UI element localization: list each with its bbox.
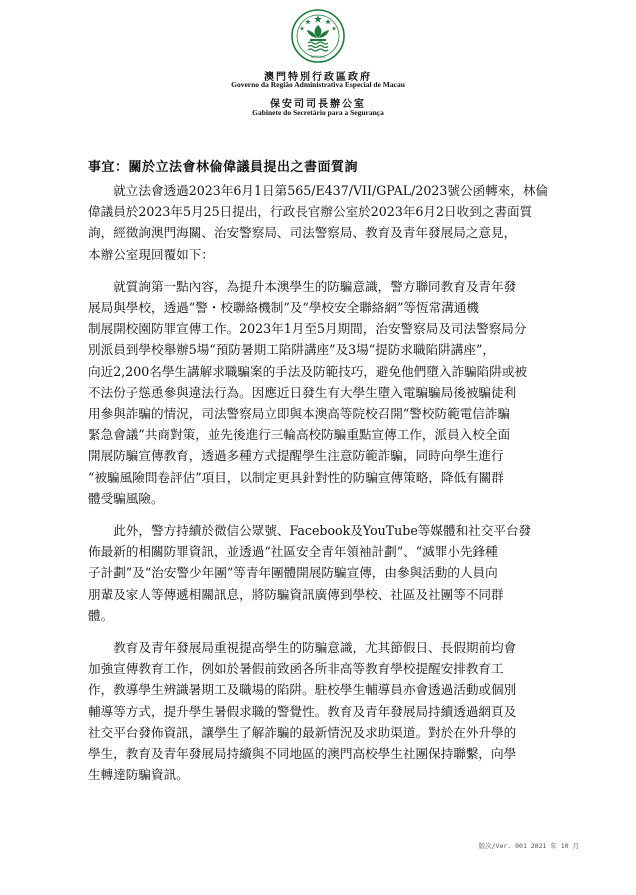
paragraph-line: “被騙風險問卷評估”項目，以制定更具針對性的防騙宣傳策略，降低有關群 bbox=[88, 469, 504, 485]
paragraph-line: 作，教導學生辨識暑期工及職場的陷阱。駐校學生輔導員亦會透過活動或個別 bbox=[88, 682, 517, 698]
paragraph-line: 學生，教育及青年發展局持續與不同地區的澳門高校學生社團保持聯繫，向學 bbox=[88, 746, 517, 762]
paragraph-line: 加強宣傳教育工作，例如於暑假前致函各所非高等教育學校提醒安排教育工 bbox=[88, 661, 504, 677]
government-name-zh: 澳門特別行政區政府 bbox=[264, 72, 372, 83]
svg-text:MACAU: MACAU bbox=[310, 54, 326, 59]
paragraph-line: 本辦公室現回覆如下： bbox=[88, 246, 214, 262]
body-paragraph bbox=[88, 637, 568, 785]
paragraph-line: 不法份子慫恿參與違法行為。因應近日發生有大學生墮入電騙騙局後被騙徒利 bbox=[88, 384, 517, 400]
government-name-pt: Governo da Região Administrativa Especial de Macau bbox=[231, 80, 405, 89]
paragraph-line: 體。 bbox=[88, 607, 114, 623]
paragraph-line: 開展防騙宣傳教育，透過多種方式提醒學生注意防範詐騙，同時向學生進行 bbox=[88, 448, 504, 464]
paragraph-line: 此外，警方持續於微信公眾號、Facebook及YouTube等媒體和社交平台發 bbox=[113, 523, 532, 539]
paragraph-line: 制展開校園防罪宣傳工作。2023年1月至5月期間，治安警察局及司法警察局分 bbox=[88, 321, 527, 337]
office-name-pt: Gabinete do Secretário para a Segurança bbox=[252, 108, 384, 117]
paragraph-line: 生轉達防騙資訊。 bbox=[88, 767, 189, 783]
paragraph-line: 別派員到學校舉辦5場“預防暑期工陷阱講座”及3場“提防求職陷阱講座”， bbox=[88, 342, 495, 358]
paragraph-line: 展局與學校，透過“警・校聯絡機制”及“學校安全聯絡網”等恆常溝通機 bbox=[88, 300, 479, 316]
version-footer: 版次/Ver. 001 2021 年 10 月 bbox=[478, 842, 579, 850]
paragraph-line: 體受騙風險。 bbox=[88, 490, 164, 506]
paragraph-line: 緊急會議”共商對策，並先後進行三輪高校防騙重點宣傳工作，派員入校全面 bbox=[88, 427, 511, 443]
paragraph-line: 輔導等方式，提升學生暑假求職的警覺性。教育及青年發展局持續透過網頁及 bbox=[88, 703, 517, 719]
paragraph-line: 佈最新的相關防罪資訊，並透過“社區安全青年領袖計劃”、“滅罪小先鋒種 bbox=[88, 544, 498, 560]
paragraph-line: 子計劃”及“治安警少年團”等青年團體開展防騙宣傳，由參與活動的人員向 bbox=[88, 565, 498, 581]
paragraph-line: 偉議員於2023年5月25日提出，行政長官辦公室於2023年6月2日收到之書面質 bbox=[88, 204, 533, 220]
paragraph-line: 教育及青年發展局重視提高學生的防騙意識，尤其節假日、長假期前均會 bbox=[113, 640, 517, 656]
letter-body bbox=[88, 180, 568, 796]
paragraph-line: 用參與詐騙的情況，司法警察局立即與本澳高等院校召開“警校防範電信詐騙 bbox=[88, 406, 511, 422]
paragraph-line: 就立法會透過2023年6月1日第565/E437/VII/GPAL/2023號公函轉來，林倫 bbox=[113, 183, 549, 198]
paragraph-line: 詢，經徵詢澳門海關、治安警察局、司法警察局、教育及青年發展局之意見， bbox=[88, 225, 517, 241]
paragraph-line: 朋輩及家人等傳遞相關訊息，將防騙資訊廣傳到學校、社區及社團等不同群 bbox=[88, 586, 504, 602]
body-paragraph bbox=[88, 276, 568, 509]
macau-emblem-icon bbox=[290, 8, 346, 64]
paragraph-line: 向近2,200名學生講解求職騙案的手法及防範技巧，避免他們墮入詐騙陷阱或被 bbox=[88, 363, 528, 379]
paragraph-line: 社交平台發佈資訊，讓學生了解詐騙的最新情況及求助渠道。對於在外升學的 bbox=[88, 724, 517, 740]
body-paragraph bbox=[88, 180, 568, 265]
subject-line: 事宜：關於立法會林倫偉議員提出之書面質詢 bbox=[88, 160, 359, 175]
office-name-zh: 保安司司長辦公室 bbox=[270, 99, 366, 110]
paragraph-line: 就質詢第一點內容，為提升本澳學生的防騙意識，警方聯同教育及青年發 bbox=[113, 278, 517, 294]
body-paragraph bbox=[88, 520, 568, 626]
